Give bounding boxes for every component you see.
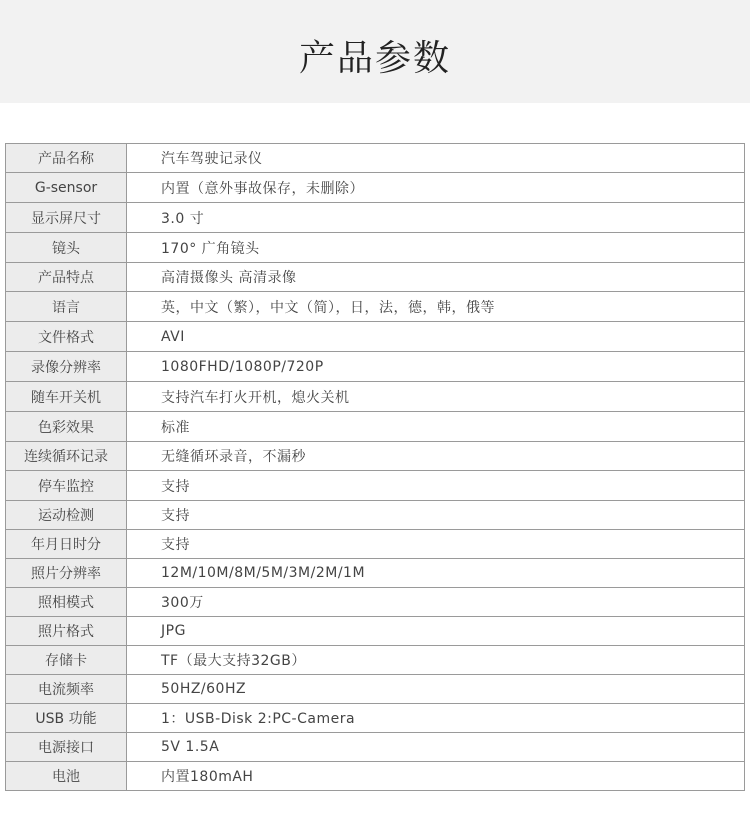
spec-label: 年月日时分 [6, 530, 127, 559]
header-banner [0, 0, 750, 103]
spec-table [5, 143, 745, 791]
spec-label: 产品特点 [6, 263, 127, 292]
spec-table-body [6, 144, 745, 791]
spec-label: USB 功能 [6, 704, 127, 733]
page-title: 产品参数 [298, 38, 451, 79]
spec-label: 产品名称 [6, 144, 127, 173]
spec-value: 5V 1.5A [127, 733, 745, 762]
spec-label: G-sensor [6, 173, 127, 203]
spec-row [6, 382, 745, 412]
spec-row [6, 733, 745, 762]
spec-label: 色彩效果 [6, 412, 127, 442]
spec-value: 标准 [127, 412, 745, 442]
spec-label: 显示屏尺寸 [6, 203, 127, 233]
spec-value: 英，中文（繁），中文（简），日，法，德，韩，俄等 [127, 292, 745, 322]
spec-value: 1：USB-Disk 2:PC-Camera [127, 704, 745, 733]
spec-row [6, 704, 745, 733]
spec-row [6, 173, 745, 203]
spec-value: 12M/10M/8M/5M/3M/2M/1M [127, 559, 745, 588]
spec-row [6, 530, 745, 559]
spec-row [6, 501, 745, 530]
spec-row [6, 588, 745, 617]
spec-row [6, 762, 745, 791]
spec-label: 连续循环记录 [6, 442, 127, 471]
spec-label: 照片分辨率 [6, 559, 127, 588]
spec-row [6, 352, 745, 382]
spec-value: 汽车驾驶记录仪 [127, 144, 745, 173]
spec-value: 高清摄像头 高清录像 [127, 263, 745, 292]
spec-label: 录像分辨率 [6, 352, 127, 382]
spec-row [6, 646, 745, 675]
spec-label: 照相模式 [6, 588, 127, 617]
spec-value: 无缝循环录音，不漏秒 [127, 442, 745, 471]
spec-value: 50HZ/60HZ [127, 675, 745, 704]
spec-row [6, 263, 745, 292]
spec-value: 内置（意外事故保存，未删除） [127, 173, 745, 203]
spec-value: 3.0 寸 [127, 203, 745, 233]
spec-row [6, 203, 745, 233]
spec-value: 支持 [127, 471, 745, 501]
spec-label: 文件格式 [6, 322, 127, 352]
spec-label: 照片格式 [6, 617, 127, 646]
spec-value: 支持 [127, 530, 745, 559]
spec-row [6, 559, 745, 588]
spec-row [6, 233, 745, 263]
spec-label: 随车开关机 [6, 382, 127, 412]
spec-value: 1080FHD/1080P/720P [127, 352, 745, 382]
spec-label: 运动检测 [6, 501, 127, 530]
spec-label: 电池 [6, 762, 127, 791]
spec-row [6, 412, 745, 442]
spec-value: AVI [127, 322, 745, 352]
spec-row [6, 617, 745, 646]
spec-row [6, 675, 745, 704]
spec-value: 170° 广角镜头 [127, 233, 745, 263]
spec-label: 存储卡 [6, 646, 127, 675]
spec-label: 电源接口 [6, 733, 127, 762]
spec-label: 电流频率 [6, 675, 127, 704]
spec-value: 300万 [127, 588, 745, 617]
spec-row [6, 471, 745, 501]
spec-label: 停车监控 [6, 471, 127, 501]
spec-row [6, 144, 745, 173]
spec-value: JPG [127, 617, 745, 646]
spec-value: 支持 [127, 501, 745, 530]
spec-value: 支持汽车打火开机，熄火关机 [127, 382, 745, 412]
spec-label: 语言 [6, 292, 127, 322]
spec-row [6, 322, 745, 352]
spec-row [6, 442, 745, 471]
spec-row [6, 292, 745, 322]
spec-value: 内置180mAH [127, 762, 745, 791]
spec-label: 镜头 [6, 233, 127, 263]
spec-value: TF（最大支持32GB） [127, 646, 745, 675]
